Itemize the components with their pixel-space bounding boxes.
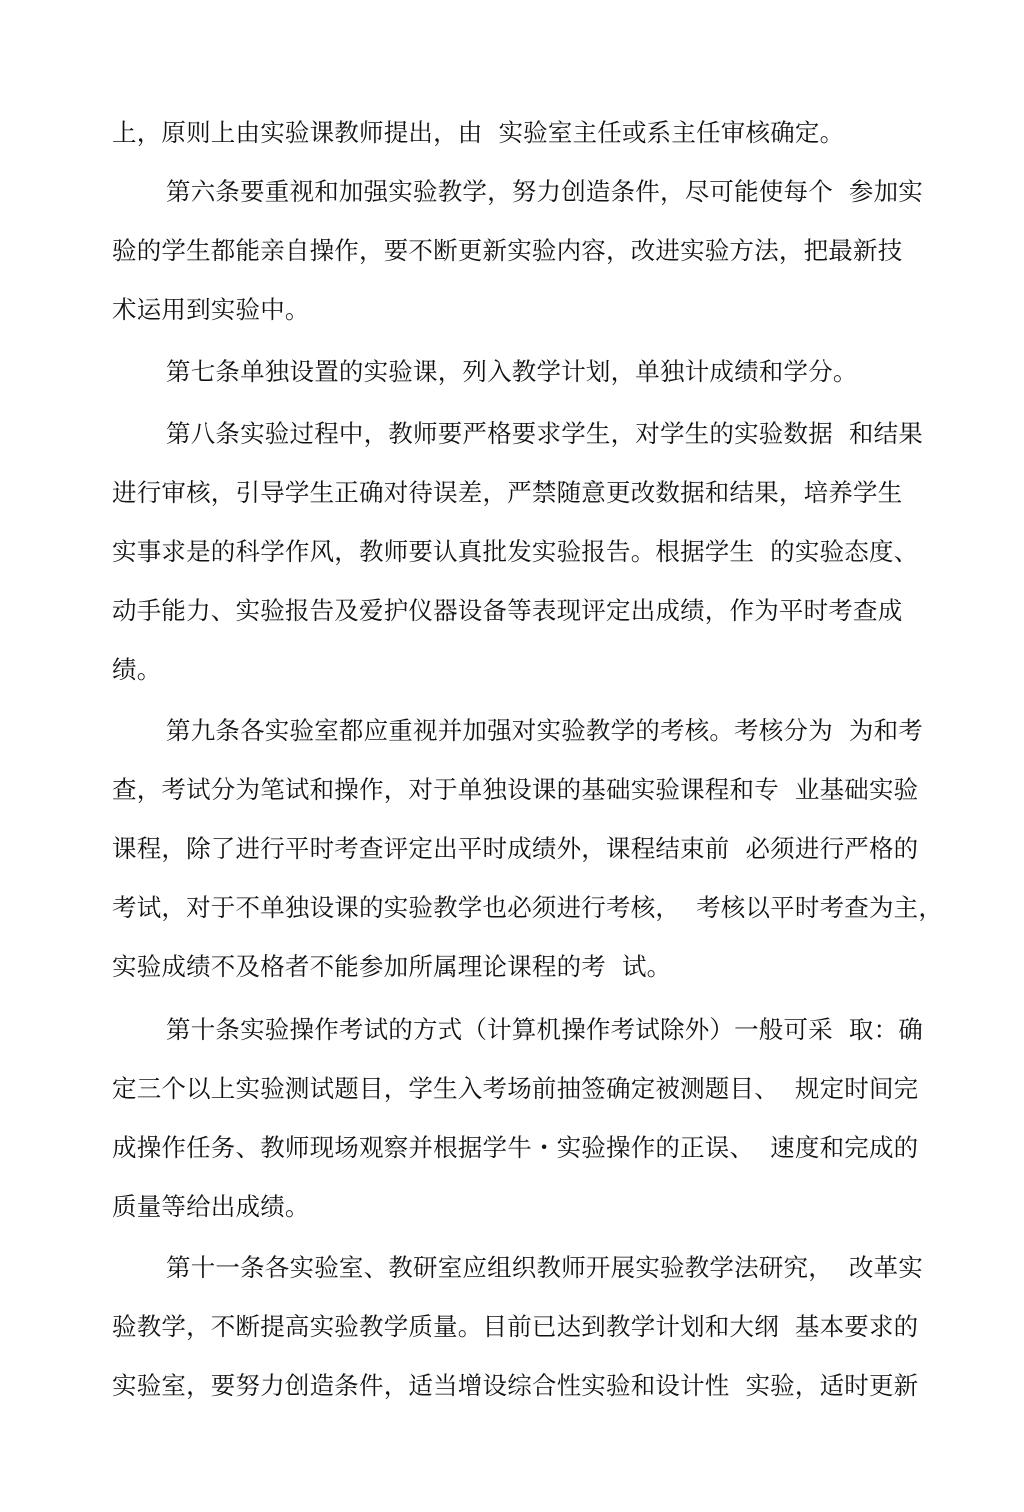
text-line: 验的学生都能亲自操作，要不断更新实验内容，改进实验方法，把最新技: [112, 236, 903, 265]
text-line: 第八条实验过程中，教师要严格要求学生，对学生的实验数据 和结果: [166, 419, 923, 448]
text-line: 术运用到实验中。: [112, 295, 310, 324]
text-line: 绩。: [112, 655, 162, 684]
text-line: 实验室，要努力创造条件，适当增设综合性实验和设计性 实验，适时更新: [112, 1371, 919, 1400]
text-line: 进行审核，引导学生正确对待误差，严禁随意更改数据和结果，培养学生: [112, 478, 903, 507]
text-line: 实事求是的科学作风，教师要认真批发实验报告。根据学生 的实验态度、: [112, 537, 919, 566]
text-line: 动手能力、实验报告及爱护仪器设备等表现评定出成绩，作为平时考查成: [112, 596, 903, 625]
text-line: 第九条各实验室都应重视并加强对实验教学的考核。考核分为 为和考: [166, 716, 923, 745]
text-line: 验教学，不断提高实验教学质量。目前已达到教学计划和大纲 基本要求的: [112, 1312, 919, 1341]
text-line: 课程，除了进行平时考查评定出平时成绩外，课程结束前 必须进行严格的: [112, 834, 919, 863]
text-line: 上，原则上由实验课教师提出，由 实验室主任或系主任审核确定。: [112, 118, 845, 147]
text-line: 考试，对于不单独设课的实验教学也必须进行考核， 考核以平时考查为主，: [112, 893, 944, 922]
text-line: 定三个以上实验测试题目，学生入考场前抽签确定被测题目、 规定时间完: [112, 1074, 919, 1103]
text-line: 成操作任务、教师现场观察并根据学牛・实验操作的正误、 速度和完成的: [112, 1133, 919, 1162]
text-line: 实验成绩不及格者不能参加所属理论课程的考 试。: [112, 952, 672, 981]
text-line: 第十一条各实验室、教研室应组织教师开展实验教学法研究， 改革实: [166, 1253, 923, 1282]
text-line: 第六条要重视和加强实验教学，努力创造条件，尽可能使每个 参加实: [166, 177, 923, 206]
text-line: 查，考试分为笔试和操作，对于单独设课的基础实验课程和专 业基础实验: [112, 775, 919, 804]
text-line: 质量等给出成绩。: [112, 1192, 310, 1221]
text-line: 第十条实验操作考试的方式（计算机操作考试除外）一般可采 取：确: [166, 1015, 923, 1044]
text-line: 第七条单独设置的实验课，列入教学计划，单独计成绩和学分。: [166, 357, 858, 386]
